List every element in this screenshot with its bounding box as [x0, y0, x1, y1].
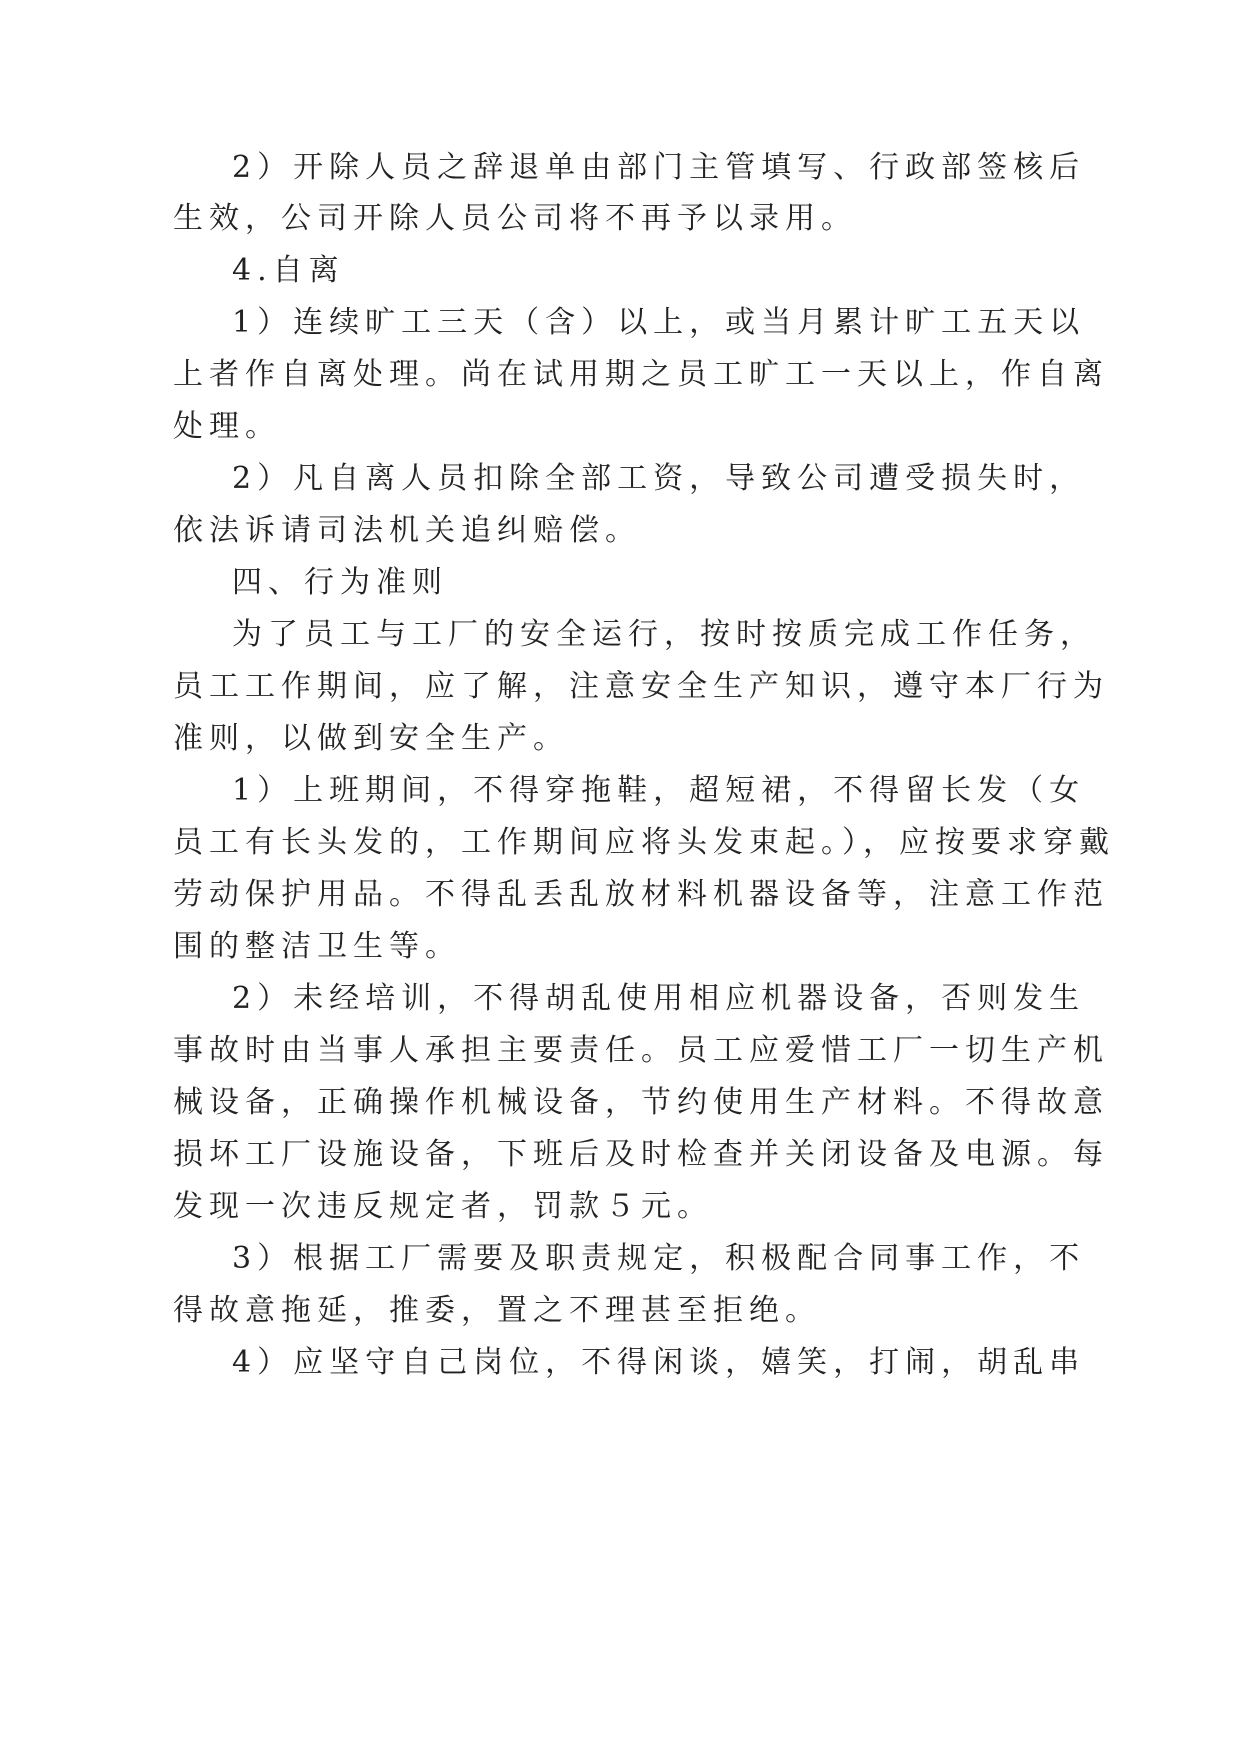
text-line: 事故时由当事人承担主要责任。员工应爱惜工厂一切生产机: [173, 1033, 1109, 1068]
text-line: 2）开除人员之辞退单由部门主管填写、行政部签核后: [232, 150, 1086, 185]
text-line: 损坏工厂设施设备，下班后及时检查并关闭设备及电源。每: [173, 1137, 1109, 1172]
text-line: 生效，公司开除人员公司将不再予以录用。: [173, 201, 857, 236]
text-line: 员工工作期间，应了解，注意安全生产知识，遵守本厂行为: [173, 669, 1109, 704]
text-line: 上者作自离处理。尚在试用期之员工旷工一天以上，作自离: [173, 357, 1109, 392]
text-line: 围的整洁卫生等。: [173, 929, 461, 964]
text-line: 3）根据工厂需要及职责规定，积极配合同事工作，不: [232, 1241, 1086, 1276]
text-line: 劳动保护用品。不得乱丢乱放材料机器设备等，注意工作范: [173, 877, 1109, 912]
text-line: 为了员工与工厂的安全运行，按时按质完成工作任务，: [232, 617, 1096, 652]
text-line: 2）凡自离人员扣除全部工资，导致公司遭受损失时，: [232, 461, 1086, 496]
text-line: 发现一次违反规定者，罚款５元。: [173, 1189, 713, 1224]
text-line: 准则，以做到安全生产。: [173, 721, 569, 756]
text-line: 处理。: [173, 409, 281, 444]
text-line: 2）未经培训，不得胡乱使用相应机器设备，否则发生: [232, 981, 1086, 1016]
text-line: 械设备，正确操作机械设备，节约使用生产材料。不得故意: [173, 1085, 1109, 1120]
text-line: 员工有长头发的，工作期间应将头发束起。），应按要求穿戴: [173, 825, 1115, 860]
text-line: 得故意拖延，推委，置之不理甚至拒绝。: [173, 1293, 821, 1328]
text-line: 1）上班期间，不得穿拖鞋，超短裙，不得留长发（女: [232, 773, 1086, 808]
section-heading: 四、行为准则: [232, 565, 448, 600]
text-line: 1）连续旷工三天（含）以上，或当月累计旷工五天以: [232, 305, 1086, 340]
text-line: 依法诉请司法机关追纠赔偿。: [173, 513, 641, 548]
text-line: 4）应坚守自己岗位，不得闲谈，嬉笑，打闹，胡乱串: [232, 1345, 1086, 1380]
section-heading: 4.自离: [232, 253, 345, 288]
